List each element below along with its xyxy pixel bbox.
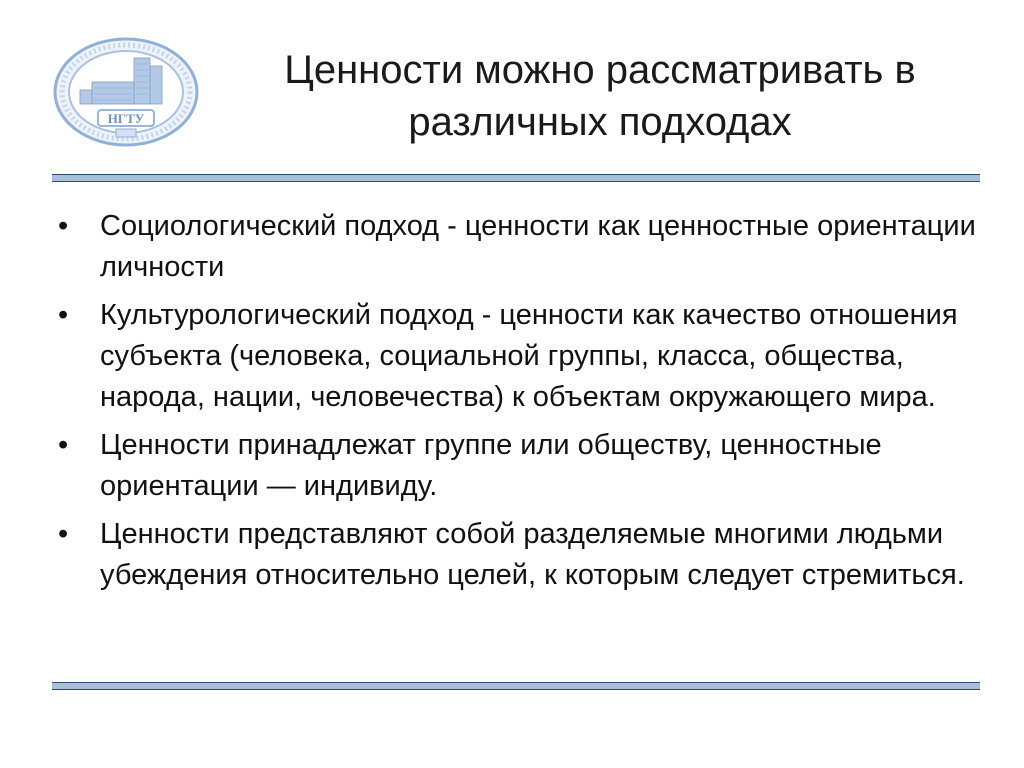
bullet-item: [58, 295, 988, 418]
university-seal-icon: [52, 36, 200, 148]
bullet-marker: •: [58, 518, 69, 550]
bullet-text: Культурологический подход - ценности как качество отношения субъекта (человека, социальной группы, класса, общества, народа, нации, человечества) к объектам окружающего мира.: [100, 299, 958, 413]
bullet-item: [58, 206, 988, 288]
bullet-text: Ценности представляют собой разделяемые многими людьми убеждения относительно целей, к которым следует стремиться.: [100, 518, 965, 591]
bullet-marker: •: [58, 299, 69, 331]
slide-title: Ценности можно рассматривать в различных подходах: [284, 48, 916, 144]
logo-text: НГТУ: [107, 111, 145, 126]
footer-divider: [52, 682, 980, 690]
bullet-text: Ценности принадлежат группе или обществу, ценностные ориентации — индивиду.: [100, 429, 882, 502]
bullet-marker: •: [58, 210, 69, 242]
bullet-list: [58, 206, 988, 603]
bullet-item: [58, 514, 988, 596]
bullet-text: Социологический подход - ценности как ценностные ориентации личности: [100, 210, 976, 283]
title-divider: [52, 174, 980, 182]
bullet-marker: •: [58, 429, 69, 461]
bullet-item: [58, 425, 988, 507]
